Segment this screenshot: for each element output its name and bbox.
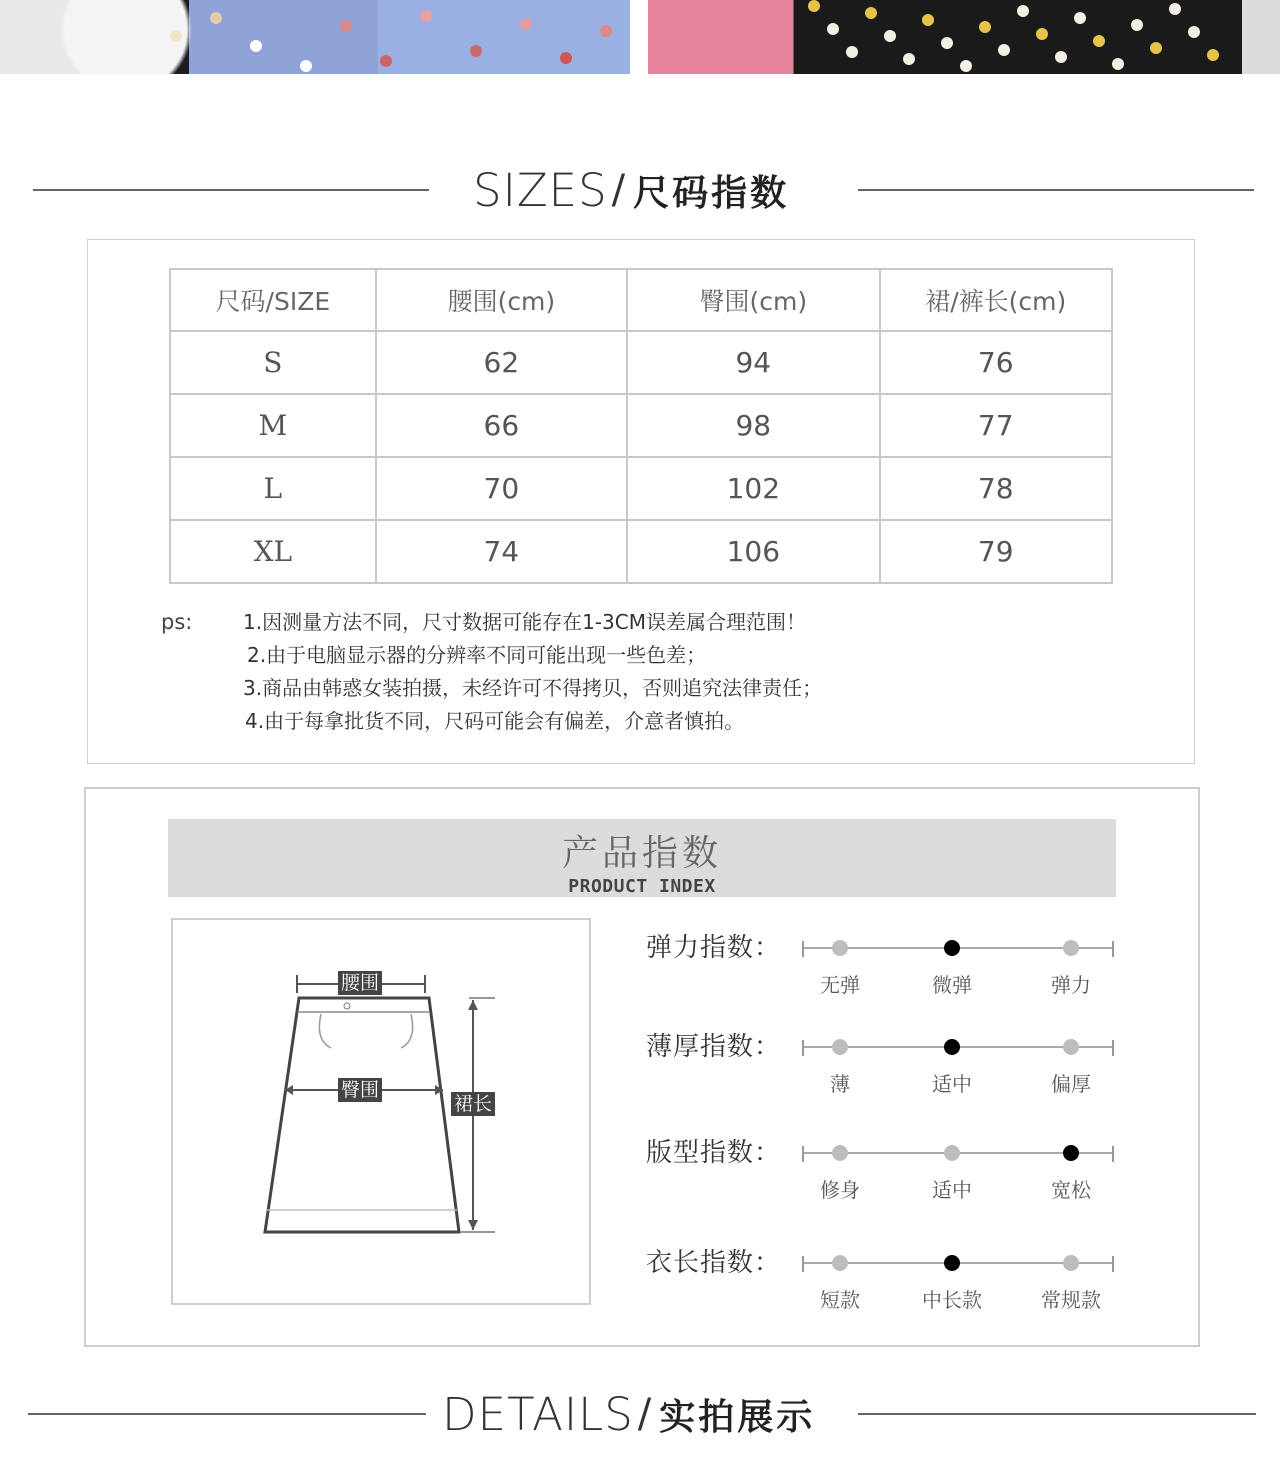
metric-scale <box>802 1040 1114 1054</box>
flower-dot <box>846 46 858 58</box>
hip-label: 臀围 <box>338 1078 382 1102</box>
product-photo-left <box>0 0 630 74</box>
hip-cell: 98 <box>627 394 879 457</box>
sizes-heading-cn: 尺码指数 <box>633 172 790 214</box>
index-metric-row <box>646 1136 1186 1206</box>
size-cell: L <box>170 457 376 520</box>
scale-dot <box>1063 940 1079 956</box>
details-heading-en: DETAILS <box>442 1387 634 1441</box>
scale-dot <box>1063 1255 1079 1271</box>
flower-dot <box>1055 51 1067 63</box>
metric-option-label: 适中 <box>932 1072 972 1096</box>
metric-scale <box>802 1146 1114 1160</box>
metric-option-label: 宽松 <box>1051 1178 1091 1202</box>
length-col-header: 裙/裤长(cm) <box>880 269 1113 331</box>
skirt-measure-diagram <box>171 918 591 1305</box>
flower-dot <box>560 52 572 64</box>
product-index-title-en: PRODUCT INDEX <box>568 876 716 897</box>
flower-dot <box>1112 58 1124 70</box>
table-row <box>170 457 1112 520</box>
metric-option-label: 短款 <box>820 1288 860 1312</box>
hip-col-header: 臀围(cm) <box>627 269 879 331</box>
flower-dot <box>250 40 262 52</box>
metric-option-label: 偏厚 <box>1051 1072 1091 1096</box>
note-line: 3.商品由韩惑女装拍摄，未经许可不得拷贝，否则追究法律责任； <box>243 676 823 700</box>
heading-rule-right <box>858 1413 1256 1415</box>
metric-option-label: 薄 <box>830 1072 850 1096</box>
sizes-heading <box>0 160 1280 220</box>
flower-dot <box>865 7 877 19</box>
flower-dot <box>903 53 915 65</box>
note-line: 4.由于每拿批货不同，尺码可能会有偏差，介意者慎拍。 <box>245 709 745 733</box>
heading-rule-right <box>858 189 1254 191</box>
flower-dot <box>600 25 612 37</box>
flower-dot <box>998 44 1010 56</box>
product-index-title-cn: 产品指数 <box>561 833 722 874</box>
index-metric-row <box>646 1030 1186 1100</box>
size-chart-panel <box>87 239 1195 764</box>
scale-tick <box>1112 1040 1114 1056</box>
scale-tick <box>1112 1256 1114 1272</box>
details-heading-slash: / <box>637 1391 652 1437</box>
flower-dot <box>827 23 839 35</box>
scale-tick <box>802 1256 804 1272</box>
hip-cell: 102 <box>627 457 879 520</box>
flower-dot <box>210 12 222 24</box>
scale-dot <box>1063 1039 1079 1055</box>
sizes-heading-slash: / <box>611 167 626 213</box>
flower-dot <box>1036 28 1048 40</box>
metric-name: 弹力指数： <box>646 933 782 963</box>
flower-dot <box>1188 26 1200 38</box>
size-table-header-row <box>170 269 1112 331</box>
heading-rule-left <box>28 1413 426 1415</box>
scale-dot <box>944 1039 960 1055</box>
metric-option-label: 常规款 <box>1041 1288 1101 1312</box>
product-index-banner <box>168 819 1116 897</box>
flower-dot <box>170 30 182 42</box>
waist-cell: 70 <box>376 457 627 520</box>
size-cell: S <box>170 331 376 394</box>
waist-cell: 74 <box>376 520 627 583</box>
scale-dot <box>832 940 848 956</box>
note-line: 1.因测量方法不同，尺寸数据可能存在1-3CM误差属合理范围！ <box>243 610 806 634</box>
length-cell: 76 <box>880 331 1113 394</box>
details-heading <box>0 1384 1280 1444</box>
flower-dot <box>1017 5 1029 17</box>
flower-dot <box>520 18 532 30</box>
table-row <box>170 520 1112 583</box>
flower-dot <box>922 14 934 26</box>
metric-option-label: 中长款 <box>922 1288 982 1312</box>
flower-dot <box>960 60 972 72</box>
hip-cell: 94 <box>627 331 879 394</box>
product-photo-right <box>648 0 1280 74</box>
metric-option-label: 无弹 <box>820 973 860 997</box>
flower-dot <box>1131 19 1143 31</box>
waist-col-header: 腰围(cm) <box>376 269 627 331</box>
flower-dot <box>340 20 352 32</box>
metric-option-label: 修身 <box>820 1178 860 1202</box>
scale-tick <box>1112 1146 1114 1162</box>
metric-option-label: 弹力 <box>1051 973 1091 997</box>
notes-prefix: ps: <box>161 610 193 634</box>
scale-tick <box>1112 941 1114 957</box>
waist-cell: 62 <box>376 331 627 394</box>
flower-dot <box>1169 3 1181 15</box>
note-line: 2.由于电脑显示器的分辨率不同可能出现一些色差； <box>247 643 707 667</box>
scale-tick <box>802 941 804 957</box>
flower-dot <box>1150 42 1162 54</box>
scale-dot <box>832 1145 848 1161</box>
index-metric-row <box>646 1246 1186 1316</box>
flower-dot <box>470 45 482 57</box>
index-metric-row <box>646 931 1186 1001</box>
scale-tick <box>802 1146 804 1162</box>
length-label: 裙长 <box>451 1092 495 1116</box>
details-heading-cn: 实拍展示 <box>659 1396 816 1438</box>
scale-dot <box>944 1145 960 1161</box>
metric-option-label: 适中 <box>932 1178 972 1202</box>
metric-name: 衣长指数： <box>646 1248 782 1278</box>
length-cell: 78 <box>880 457 1113 520</box>
length-cell: 79 <box>880 520 1113 583</box>
scale-dot <box>1063 1145 1079 1161</box>
metric-scale <box>802 1256 1114 1270</box>
flower-dot <box>420 10 432 22</box>
metric-option-label: 微弹 <box>932 973 972 997</box>
table-row <box>170 394 1112 457</box>
waist-cell: 66 <box>376 394 627 457</box>
scale-dot <box>832 1255 848 1271</box>
metric-name: 薄厚指数： <box>646 1032 782 1062</box>
flower-dot <box>884 30 896 42</box>
flower-dot <box>380 55 392 67</box>
flower-dot <box>1074 12 1086 24</box>
waist-label: 腰围 <box>338 971 382 995</box>
product-index-panel <box>84 787 1200 1347</box>
flower-dot <box>941 37 953 49</box>
hip-cell: 106 <box>627 520 879 583</box>
length-cell: 77 <box>880 394 1113 457</box>
flower-dot <box>808 0 820 12</box>
size-cell: M <box>170 394 376 457</box>
scale-dot <box>944 940 960 956</box>
flower-dot <box>1093 35 1105 47</box>
size-table <box>169 268 1113 584</box>
scale-tick <box>802 1040 804 1056</box>
metric-name: 版型指数： <box>646 1138 782 1168</box>
flower-dot <box>1207 49 1219 61</box>
scale-dot <box>832 1039 848 1055</box>
metric-scale <box>802 941 1114 955</box>
flower-dot <box>979 21 991 33</box>
table-row <box>170 331 1112 394</box>
size-col-header: 尺码/SIZE <box>170 269 376 331</box>
heading-rule-left <box>33 189 429 191</box>
flower-dot <box>300 60 312 72</box>
size-cell: XL <box>170 520 376 583</box>
sizes-heading-en: SIZES <box>473 163 608 217</box>
scale-dot <box>944 1255 960 1271</box>
